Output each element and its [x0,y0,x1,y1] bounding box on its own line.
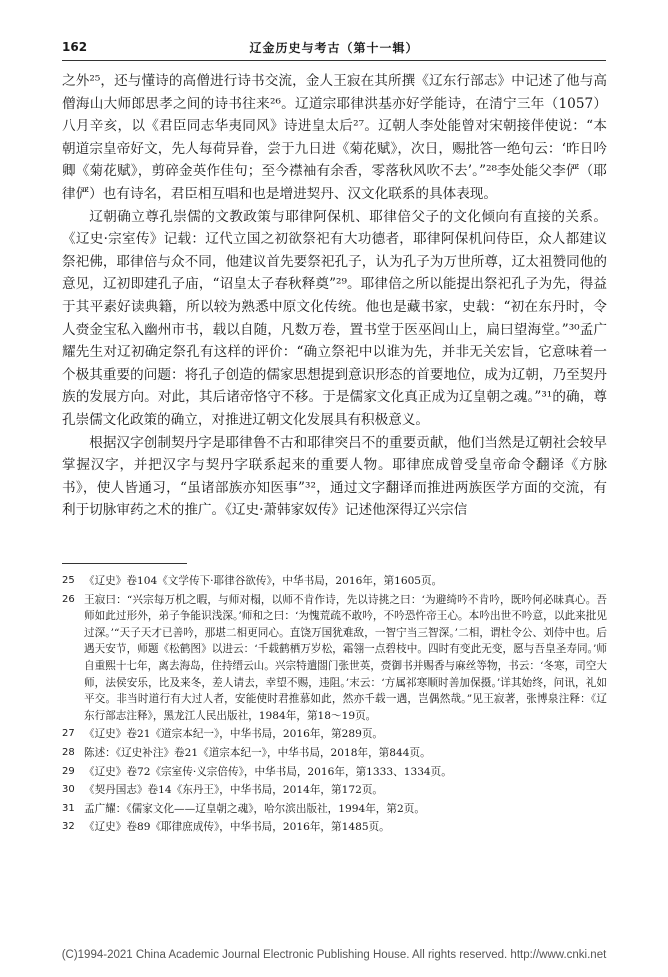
footnote-number: 27 [62,728,75,740]
footnote-number: 29 [62,765,75,777]
footnote-text: 陈述：《辽史补注》卷21《道宗本纪一》，中华书局，2018年，第844页。 [84,746,431,759]
footnote-text: 《辽史》卷104《文学传下·耶律谷欲传》，中华书局，2016年，第1605页。 [84,575,443,587]
footnote-text: 孟广耀：《儒家文化——辽皇朝之魂》，哈尔滨出版社，1994年，第2页。 [84,802,425,815]
footnote [62,801,607,818]
paragraph: 辽朝确立尊孔崇儒的文教政策与耶律阿保机、耶律倍父子的文化倾向有直接的关系。《辽史·宗室传》记载：辽代立国之初欲祭祀有大功德者，耶律阿保机问侍臣，众人都建议祭祀佛，耶律倍与众不同，他建议首先要祭祀孔子，认为孔子为万世所尊，辽太祖赞同他的意见，辽初即建孔子庙，“诏皇太子春秋释奠”²⁹。耶律倍之所以能提出祭祀孔子为先，得益于其平素好读典籍，所以较为熟悉中原文化传统。他也是藏书家，史载：“初在东丹时，令人赍金宝私入幽州市书，载以自随，凡数万卷，置书堂于医巫闾山上，扁曰望海堂。”³⁰孟广耀先生对辽初确定祭孔有这样的评价：“确立祭祀中以谁为先，并非无关宏旨，它意味着一个极其重要的问题：将孔子创造的儒家思想提到意识形态的首要地位，成为辽朝，乃至契丹族的发展方向。对此，其后诸帝恪守不移。于是儒家文化真正成为辽皇朝之魂。”³¹的确，尊孔崇儒文化政策的确立，对推进辽朝文化发展具有积极意义。 [62,208,607,428]
footnote-text: 《辽史》卷89《耶律庶成传》，中华书局，2016年，第1485页。 [84,821,390,834]
footnote [62,819,607,836]
footnote-number: 26 [62,593,75,605]
copyright-notice: (C)1994-2021 China Academic Journal Electronic Publishing House. All rights reserved. http://www.cnki.net [61,949,607,961]
page-number: 162 [62,40,88,54]
footnote [62,782,607,799]
footnote-number: 32 [62,821,75,833]
page-header [62,36,606,60]
footnote-text: 《契丹国志》卷14《东丹王》，中华书局，2014年，第172页。 [84,784,384,797]
footnotes [62,573,607,838]
paragraph: 根据汉字创制契丹字是耶律鲁不古和耶律突吕不的重要贡献，他们当然是辽朝社会较早掌握汉字，并把汉字与契丹字联系起来的重要人物。耶律庶成曾受皇帝命令翻译《方脉书》，使人皆通习，“虽诸部族亦知医事”³²，通过文字翻译而推进两族医学方面的交流，有利于切脉审药之术的推广。《辽史·萧韩家奴传》记述他深得辽兴宗信 [62,434,607,519]
footnote-number: 31 [62,802,75,814]
footnote-text: 《辽史》卷72《宗室传·义宗倍传》，中华书局，2016年，第1333、1334页。 [84,765,452,778]
running-title: 辽金历史与考古（第十一辑） [249,41,419,55]
footnote [62,726,607,743]
footnote-number: 25 [62,575,75,586]
footnote-text: 王寂曰：“兴宗每万机之暇，与师对榻，以师不肯作诗，先以诗挑之曰：‘为避绮吟不肯吟，既吟何必昧真心。吾师如此过形外，弟子争能识浅深。’师和之曰：‘为愧荒疏不敢吟，不吟恐忤帝王心。本吟出世不吟意，以此来批见过深。’“天子天才已善吟，那堪二相更同心。直饶万国犹难敌，一智宁当三智深。’二相，谓杜令公、刘侍中也。后遇天安节，师题《松鹤图》以进云：‘千载鹤栖万岁松，霜翎一点碧枝中。四时有变此无变，愿与吾皇圣寿同。’师自重熙十七年，离去海岛，住持缙云山。兴宗特遣閤门张世英，赍御书并赐香与麻丝等物，书云：‘冬寒，司空大师，法侯安乐，比及来冬，差人请去，幸望不赐，违阻。’末云：‘方属祁寒顺时善加保摄。’详其始终，问讯，礼如平交。非当时道行有大过人者，安能使时君推慕如此，然亦千载一遇，岂偶然哉。”见王寂著，张博泉注释：《辽东行部志注释》，黑龙江人民出版社，1984年，第18～19页。 [84,593,607,722]
footnote [62,764,607,781]
paragraph-continued: 之外²⁵，还与懂诗的高僧进行诗书交流，金人王寂在其所撰《辽东行部志》中记述了他与高僧海山大师郎思孝之间的诗书往来²⁶。辽道宗耶律洪基亦好学能诗，在清宁三年（1057）八月辛亥，以《君臣同志华夷同风》诗进皇太后²⁷。辽朝人李处能曾对宋朝接伴使说：“本朝道宗皇帝好文，先人每荷异眷，尝于九日进《菊花赋》，次日，赐批答一绝句云：‘昨日吟卿《菊花赋》，剪碎金英作佳句；至今襟袖有余香，零落秋风吹不去’。”²⁸李处能父李俨（耶律俨）也有诗名，君臣相互唱和也是增进契丹、汉文化联系的具体表现。 [62,73,607,202]
footnote [62,573,607,590]
footnote-text: 《辽史》卷21《道宗本纪一》，中华书局，2016年，第289页。 [84,728,384,741]
body-text [62,70,607,522]
footnote [62,745,607,762]
footnote-number: 30 [62,784,75,796]
footnote-separator [62,563,187,564]
footnote-number: 28 [62,746,75,758]
footnote [62,592,607,725]
header-rule [62,60,606,61]
